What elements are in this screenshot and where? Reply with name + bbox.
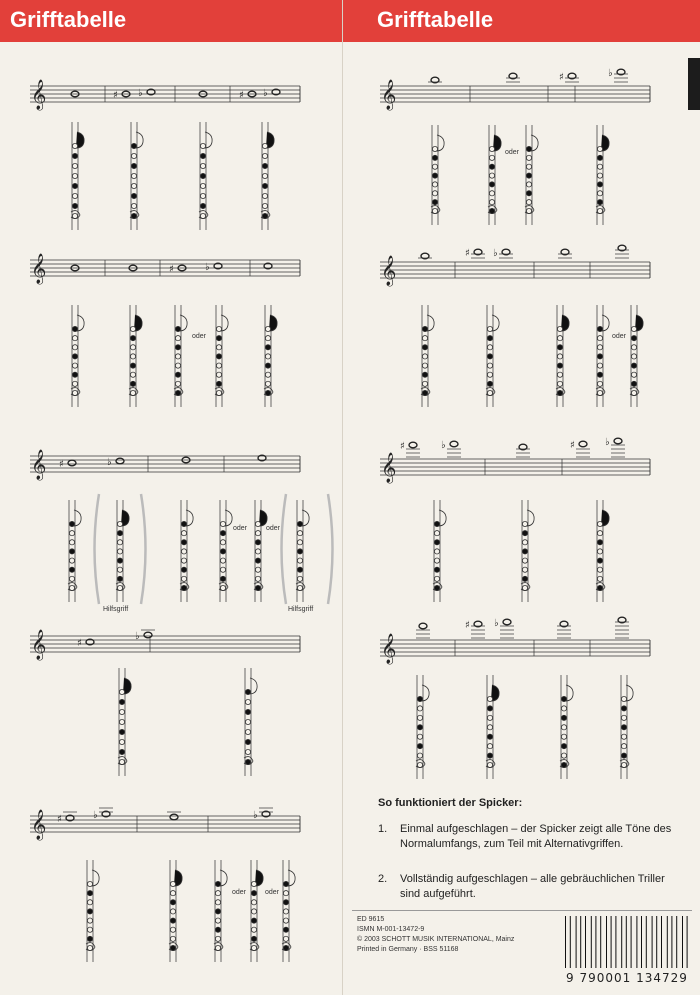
barcode-bar xyxy=(585,916,586,968)
barcode-bar xyxy=(671,916,672,968)
fingering-diagram-icon xyxy=(630,305,643,407)
aux-fingering-label: Hilfsgriff xyxy=(103,606,129,613)
flat-icon: ♭ xyxy=(205,262,210,273)
fingering-diagram-icon xyxy=(71,305,84,407)
fingering-diagram-icon xyxy=(214,860,227,962)
note-icon xyxy=(57,812,77,825)
note-icon xyxy=(493,248,513,259)
bracket xyxy=(282,494,287,604)
sharp-icon: ♯ xyxy=(400,441,405,452)
note-icon xyxy=(615,245,629,258)
note-icon xyxy=(239,90,256,101)
fingering-diagram-icon xyxy=(596,125,609,225)
fingering-diagram-icon xyxy=(215,305,228,407)
or-label: oder xyxy=(232,889,247,896)
fingering-diagram-icon xyxy=(129,305,142,407)
flat-icon: ♭ xyxy=(493,248,498,259)
flat-icon: ♭ xyxy=(107,457,112,468)
music-staff xyxy=(30,629,300,661)
copyright: © 2003 SCHOTT MUSIK INTERNATIONAL, Mainz xyxy=(357,936,515,943)
sharp-icon: ♯ xyxy=(465,620,470,631)
barcode-bar xyxy=(656,916,657,968)
note-icon xyxy=(93,808,113,821)
barcode-bar xyxy=(621,916,622,968)
flat-icon: ♭ xyxy=(138,88,143,99)
sharp-icon: ♯ xyxy=(169,264,174,275)
fingering-diagram-icon xyxy=(488,125,501,225)
fingering-diagram-icon xyxy=(282,860,295,962)
treble-clef-icon: 𝄞 xyxy=(31,450,47,480)
note-icon xyxy=(608,68,628,82)
fingering-diagram-icon xyxy=(250,860,263,962)
barcode-bar xyxy=(631,916,632,968)
flat-icon: ♭ xyxy=(608,68,613,79)
note-icon xyxy=(418,253,432,259)
fingering-diagram-icon xyxy=(68,500,81,602)
note-icon xyxy=(169,264,186,275)
flat-icon: ♭ xyxy=(263,88,268,99)
step-number: 1. xyxy=(378,823,388,835)
flat-icon: ♭ xyxy=(135,631,140,642)
note-icon xyxy=(506,73,520,82)
fingering-diagram-icon xyxy=(521,500,534,602)
note-icon xyxy=(465,248,485,259)
note-icon xyxy=(465,620,485,638)
flat-icon: ♭ xyxy=(253,810,258,821)
fingering-diagram-icon xyxy=(421,305,434,407)
fingering-diagram-icon xyxy=(556,305,569,407)
fingering-diagram-icon xyxy=(174,305,187,407)
fingering-diagram-icon xyxy=(560,675,573,779)
or-label: oder xyxy=(266,525,281,532)
or-label: oder xyxy=(233,525,248,532)
page-title-right: Grifftabelle xyxy=(377,7,494,32)
note-icon xyxy=(605,437,625,457)
barcode-bar xyxy=(641,916,642,968)
barcode-bar xyxy=(611,916,612,968)
fingering-diagram-icon xyxy=(620,675,633,779)
fingering-diagram-icon xyxy=(296,500,309,602)
barcode-bar xyxy=(615,916,616,968)
note-icon xyxy=(113,90,130,101)
treble-clef-icon: 𝄞 xyxy=(381,80,397,110)
barcode-bar xyxy=(565,916,566,968)
sharp-icon: ♯ xyxy=(465,248,470,259)
page-title-left: Grifftabelle xyxy=(10,7,127,32)
step-text: Vollständig aufgeschlagen – alle gebräuchlichen Triller sind aufgeführt. xyxy=(400,873,665,900)
fingering-diagram-icon xyxy=(416,675,429,779)
fingering-diagram-icon xyxy=(180,500,193,602)
barcode-bar xyxy=(667,916,668,968)
barcode-bar xyxy=(676,916,677,968)
fingering-diagram-icon xyxy=(596,305,609,407)
barcode-bar xyxy=(595,916,596,968)
note-icon xyxy=(107,457,124,468)
treble-clef-icon: 𝄞 xyxy=(381,453,397,483)
barcode-bar xyxy=(626,916,627,968)
note-icon xyxy=(615,617,629,638)
fingering-diagram-icon xyxy=(130,122,143,230)
fingering-diagram-icon xyxy=(486,675,499,779)
note-icon xyxy=(253,808,273,821)
fingering-diagram-icon xyxy=(261,122,274,230)
note-icon xyxy=(570,440,590,457)
music-staff xyxy=(30,809,300,841)
treble-clef-icon: 𝄞 xyxy=(31,80,47,110)
sharp-icon: ♯ xyxy=(59,459,64,470)
barcode-bar xyxy=(580,916,581,968)
fingering-diagram-icon xyxy=(86,860,99,962)
fingering-diagram-icon xyxy=(199,122,212,230)
note-icon xyxy=(558,249,572,258)
note-icon xyxy=(494,618,514,638)
or-label: oder xyxy=(612,333,627,340)
flat-icon: ♭ xyxy=(605,437,610,448)
note-icon xyxy=(416,623,430,638)
barcode-bar xyxy=(600,916,601,968)
flat-icon: ♭ xyxy=(441,440,446,451)
fingering-diagram-icon xyxy=(244,668,257,776)
edition-number: ED 9615 xyxy=(357,916,385,923)
note-icon xyxy=(400,441,420,457)
treble-clef-icon: 𝄞 xyxy=(31,254,47,284)
sharp-icon: ♯ xyxy=(113,90,118,101)
barcode-bar xyxy=(646,916,647,968)
barcode-bar xyxy=(606,916,607,968)
fingering-diagram-icon xyxy=(433,500,446,602)
fingering-diagram-icon xyxy=(71,122,84,230)
divider xyxy=(352,910,692,911)
barcode-number: 9 790001 134729 xyxy=(566,971,688,985)
fingering-diagram-icon xyxy=(596,500,609,602)
or-label: oder xyxy=(265,889,280,896)
sharp-icon: ♯ xyxy=(57,814,62,825)
bracket xyxy=(141,494,146,604)
sharp-icon: ♯ xyxy=(570,440,575,451)
aux-fingering-label: Hilfsgriff xyxy=(288,606,314,613)
treble-clef-icon: 𝄞 xyxy=(381,634,397,664)
barcode-bar xyxy=(687,916,688,968)
bracket xyxy=(95,494,100,604)
music-staff xyxy=(380,79,650,111)
barcode-bar xyxy=(661,916,662,968)
barcode-bar xyxy=(652,916,653,968)
fingering-diagram-icon xyxy=(118,668,131,776)
note-icon xyxy=(557,621,571,638)
sharp-icon: ♯ xyxy=(559,72,564,83)
note-icon xyxy=(441,440,461,457)
barcode-bar xyxy=(576,916,577,968)
fingering-diagram-icon xyxy=(254,500,267,602)
sharp-icon: ♯ xyxy=(77,638,82,649)
fingering-diagram-icon xyxy=(431,125,444,225)
or-label: oder xyxy=(192,333,207,340)
fingering-diagram-icon xyxy=(486,305,499,407)
fingering-diagram-icon xyxy=(169,860,182,962)
treble-clef-icon: 𝄞 xyxy=(381,256,397,286)
step-text: Einmal aufgeschlagen – der Spicker zeigt alle Töne des Normalumfangs, zum Teil mit Alternativgriffen. xyxy=(400,823,672,850)
or-label: oder xyxy=(505,149,520,156)
music-staff xyxy=(380,255,650,287)
music-staff xyxy=(380,452,650,484)
note-icon xyxy=(559,72,579,83)
barcode-bar xyxy=(636,916,637,968)
fingering-diagram-icon xyxy=(219,500,232,602)
note-icon xyxy=(516,444,530,457)
fingering-diagram-icon xyxy=(116,500,129,602)
flat-icon: ♭ xyxy=(93,810,98,821)
barcode-bar xyxy=(570,916,571,968)
note-icon xyxy=(428,77,442,83)
treble-clef-icon: 𝄞 xyxy=(31,630,47,660)
barcode xyxy=(563,916,691,970)
ismn: ISMN M-001-13472-9 xyxy=(357,926,425,933)
treble-clef-icon: 𝄞 xyxy=(31,810,47,840)
flat-icon: ♭ xyxy=(494,618,499,629)
fingering-diagram-icon xyxy=(264,305,277,407)
barcode-bar xyxy=(591,916,592,968)
step-number: 2. xyxy=(378,873,388,885)
sharp-icon: ♯ xyxy=(239,90,244,101)
printed-in: Printed in Germany · BSS 51168 xyxy=(357,946,459,953)
info-title: So funktioniert der Spicker: xyxy=(378,797,523,809)
barcode-bar xyxy=(682,916,683,968)
bracket xyxy=(328,494,333,604)
fingering-diagram-icon xyxy=(525,125,538,225)
